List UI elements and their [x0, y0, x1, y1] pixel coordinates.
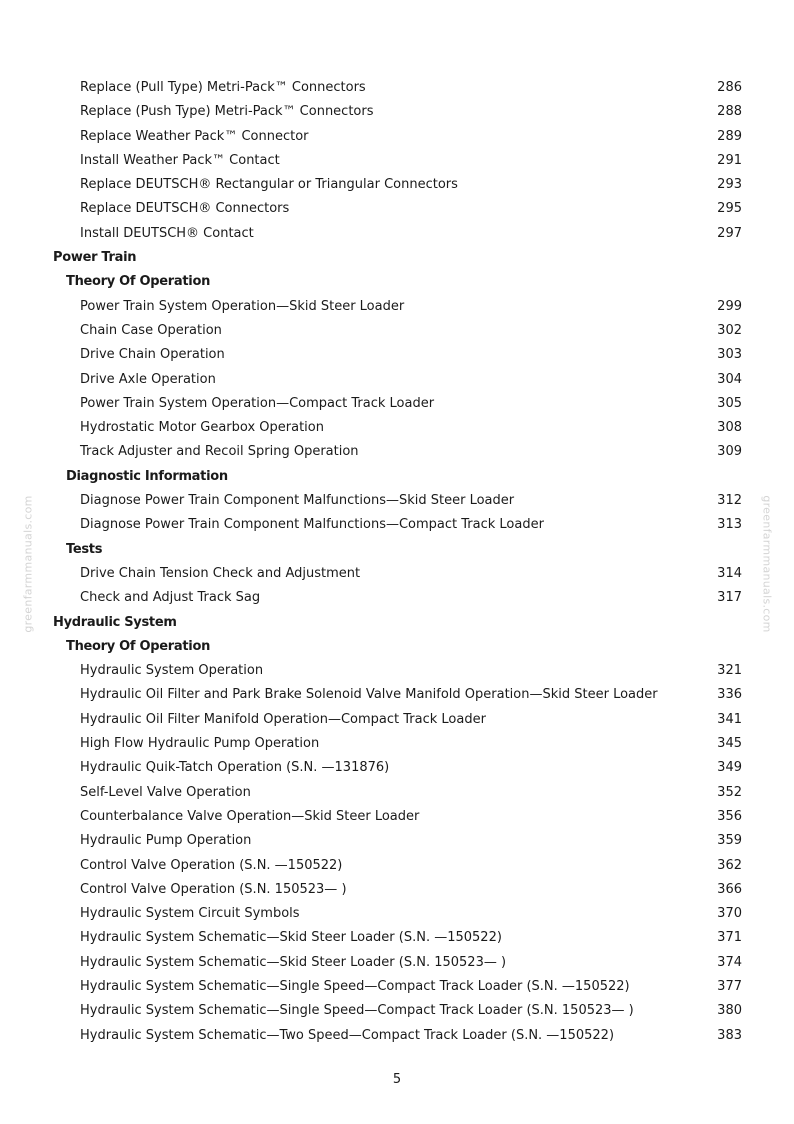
toc-entry-page-number: 380 [717, 1003, 742, 1019]
toc-entry-page-number: 341 [717, 711, 742, 727]
toc-entry[interactable] [0, 781, 794, 805]
toc-entry-page-number: 383 [717, 1027, 742, 1043]
toc-entry-title: Theory Of Operation [66, 274, 211, 290]
toc-entry[interactable] [0, 392, 794, 416]
toc-entry-title: Theory Of Operation [66, 638, 211, 654]
watermark-right: greenfarmmanuals.com [760, 495, 774, 633]
toc-entry[interactable] [0, 756, 794, 780]
toc-entry[interactable] [0, 173, 794, 197]
toc-entry-title: Chain Case Operation [80, 322, 222, 338]
toc-entry-page-number: 359 [717, 833, 742, 849]
toc-entry-title: Diagnose Power Train Component Malfunctions—Compact Track Loader [80, 517, 544, 533]
toc-entry-page-number: 336 [717, 687, 742, 703]
toc-entry[interactable] [0, 489, 794, 513]
toc-entry[interactable] [0, 1024, 794, 1048]
toc-entry[interactable] [0, 149, 794, 173]
toc-entry-page-number: 291 [717, 152, 742, 168]
toc-entry[interactable] [0, 926, 794, 950]
toc-entry[interactable] [0, 76, 794, 100]
toc-subsection-heading [0, 270, 794, 294]
toc-entry[interactable] [0, 659, 794, 683]
toc-entry-title: Power Train System Operation—Compact Track Loader [80, 395, 435, 411]
toc-entry[interactable] [0, 902, 794, 926]
toc-entry-title: Hydraulic System Schematic—Single Speed—Compact Track Loader (S.N. 150523— ) [80, 1003, 634, 1019]
toc-entry-page-number: 286 [717, 80, 742, 95]
toc-entry-page-number: 362 [717, 857, 742, 873]
toc-entry-title: Hydraulic System [53, 614, 177, 630]
toc-entry-title: Power Train [53, 250, 137, 266]
toc-entry[interactable] [0, 829, 794, 853]
toc-section-heading [0, 246, 794, 270]
toc-entry-title: Install Weather Pack™ Contact [80, 152, 280, 168]
toc-entry-page-number: 349 [717, 760, 742, 776]
toc-entry-page-number: 371 [717, 930, 742, 946]
toc-entry-page-number: 314 [717, 565, 742, 581]
page-number: 5 [392, 1072, 402, 1087]
toc-entry-title: Install DEUTSCH® Contact [80, 225, 254, 241]
toc-entry-page-number: 295 [717, 201, 742, 217]
table-of-contents [0, 76, 794, 1048]
toc-entry-page-number: 345 [717, 736, 742, 752]
toc-entry[interactable] [0, 222, 794, 246]
toc-entry[interactable] [0, 197, 794, 221]
toc-entry[interactable] [0, 951, 794, 975]
toc-entry-page-number: 309 [717, 444, 742, 460]
toc-subsection-heading [0, 538, 794, 562]
toc-entry-title: Tests [66, 541, 103, 557]
toc-entry-title: Drive Axle Operation [80, 371, 216, 387]
toc-entry-page-number: 321 [717, 663, 742, 679]
toc-entry[interactable] [0, 319, 794, 343]
toc-entry-page-number: 293 [717, 177, 742, 193]
toc-entry[interactable] [0, 295, 794, 319]
toc-entry-page-number: 302 [717, 322, 742, 338]
toc-entry-page-number: 366 [717, 881, 742, 897]
toc-entry[interactable] [0, 805, 794, 829]
toc-entry-page-number: 289 [717, 128, 742, 144]
toc-entry[interactable] [0, 416, 794, 440]
toc-entry-title: Self-Level Valve Operation [80, 784, 251, 800]
toc-entry-page-number: 308 [717, 420, 742, 436]
toc-entry-title: High Flow Hydraulic Pump Operation [80, 736, 320, 752]
toc-entry-title: Hydraulic System Operation [80, 663, 264, 679]
toc-entry[interactable] [0, 683, 794, 707]
toc-entry[interactable] [0, 125, 794, 149]
toc-entry-title: Replace (Push Type) Metri-Pack™ Connectors [80, 104, 374, 120]
toc-entry-title: Hydraulic Oil Filter and Park Brake Solenoid Valve Manifold Operation—Skid Steer Loader [80, 687, 658, 703]
toc-entry-title: Hydrostatic Motor Gearbox Operation [80, 420, 324, 436]
toc-entry-page-number: 305 [717, 395, 742, 411]
toc-entry-page-number: 313 [717, 517, 742, 533]
toc-entry-page-number: 312 [717, 493, 742, 509]
toc-entry-title: Track Adjuster and Recoil Spring Operation [80, 444, 359, 460]
watermark-left: greenfarmmanuals.com [21, 495, 35, 633]
toc-entry[interactable] [0, 999, 794, 1023]
toc-entry[interactable] [0, 562, 794, 586]
toc-entry-title: Hydraulic Quik-Tatch Operation (S.N. —131876) [80, 760, 390, 776]
toc-entry-page-number: 288 [717, 104, 742, 120]
toc-entry-page-number: 356 [717, 808, 742, 824]
toc-entry[interactable] [0, 343, 794, 367]
toc-entry[interactable] [0, 100, 794, 124]
toc-entry-title: Replace DEUTSCH® Connectors [80, 201, 290, 217]
toc-entry-page-number: 374 [717, 954, 742, 970]
toc-entry[interactable] [0, 878, 794, 902]
toc-entry[interactable] [0, 975, 794, 999]
toc-entry[interactable] [0, 513, 794, 537]
toc-entry-title: Drive Chain Operation [80, 347, 225, 363]
toc-entry-title: Control Valve Operation (S.N. —150522) [80, 857, 343, 873]
toc-entry[interactable] [0, 854, 794, 878]
toc-entry-page-number: 352 [717, 784, 742, 800]
toc-entry-title: Replace Weather Pack™ Connector [80, 128, 309, 144]
toc-entry-title: Drive Chain Tension Check and Adjustment [80, 565, 361, 581]
toc-entry-title: Check and Adjust Track Sag [80, 590, 261, 606]
toc-entry-title: Hydraulic System Schematic—Skid Steer Loader (S.N. —150522) [80, 930, 502, 946]
toc-entry-title: Hydraulic Oil Filter Manifold Operation—Compact Track Loader [80, 711, 486, 727]
toc-entry-title: Replace (Pull Type) Metri-Pack™ Connectors [80, 80, 366, 95]
toc-entry-title: Diagnose Power Train Component Malfunctions—Skid Steer Loader [80, 493, 515, 509]
toc-entry-page-number: 303 [717, 347, 742, 363]
toc-entry-title: Diagnostic Information [66, 468, 228, 484]
toc-entry-page-number: 377 [717, 978, 742, 994]
toc-subsection-heading [0, 465, 794, 489]
toc-entry[interactable] [0, 440, 794, 464]
toc-entry-page-number: 304 [717, 371, 742, 387]
toc-entry-title: Hydraulic System Schematic—Single Speed—Compact Track Loader (S.N. —150522) [80, 978, 630, 994]
toc-entry-title: Power Train System Operation—Skid Steer Loader [80, 298, 405, 314]
toc-entry-page-number: 299 [717, 298, 742, 314]
toc-entry-page-number: 297 [717, 225, 742, 241]
toc-entry-title: Replace DEUTSCH® Rectangular or Triangular Connectors [80, 177, 458, 193]
toc-entry-title: Hydraulic System Schematic—Skid Steer Loader (S.N. 150523— ) [80, 954, 507, 970]
toc-entry-title: Control Valve Operation (S.N. 150523— ) [80, 881, 347, 897]
toc-entry-page-number: 317 [717, 590, 742, 606]
toc-entry-title: Hydraulic System Circuit Symbols [80, 906, 300, 922]
toc-entry-title: Counterbalance Valve Operation—Skid Steer Loader [80, 808, 420, 824]
toc-section-heading [0, 611, 794, 635]
toc-entry-title: Hydraulic Pump Operation [80, 833, 252, 849]
toc-subsection-heading [0, 635, 794, 659]
toc-entry[interactable] [0, 732, 794, 756]
toc-entry[interactable] [0, 368, 794, 392]
toc-entry[interactable] [0, 586, 794, 610]
toc-entry[interactable] [0, 708, 794, 732]
toc-entry-title: Hydraulic System Schematic—Two Speed—Compact Track Loader (S.N. —150522) [80, 1027, 615, 1043]
toc-entry-page-number: 370 [717, 906, 742, 922]
